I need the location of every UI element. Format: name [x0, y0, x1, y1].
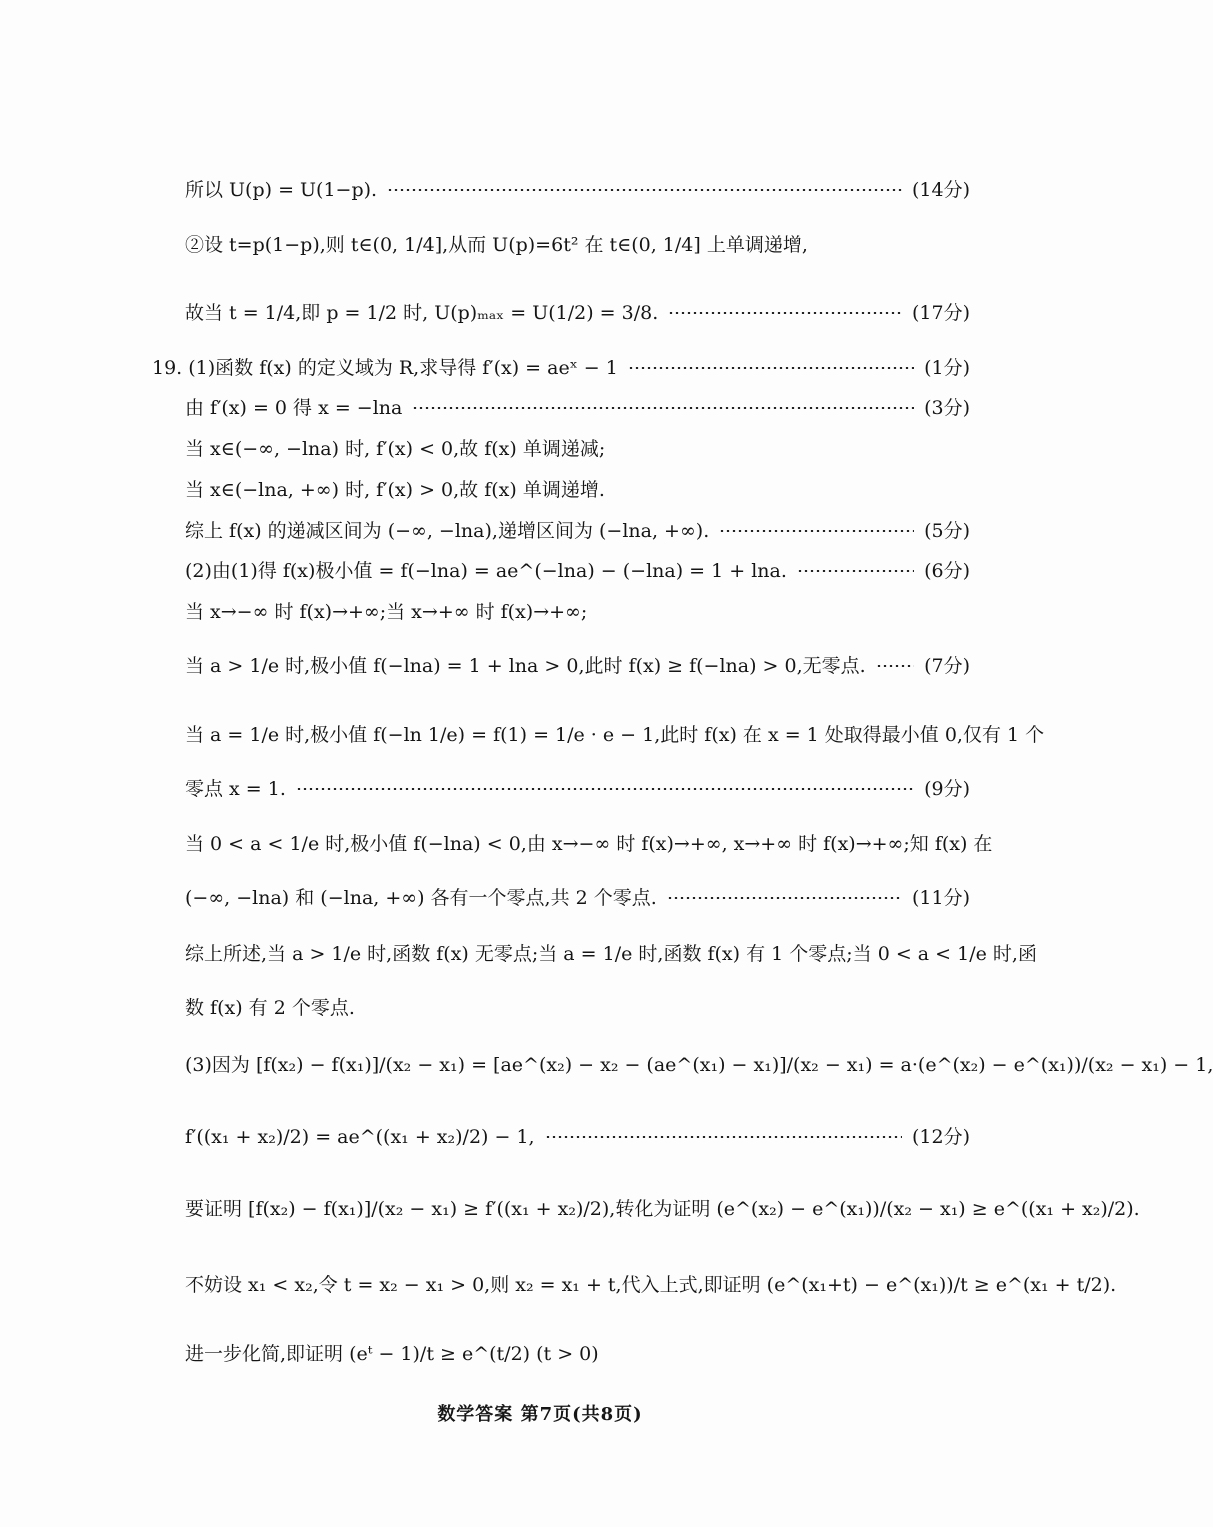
- line-text: 数 f(x) 有 2 个零点.: [185, 997, 355, 1019]
- leader-dots: [387, 189, 902, 191]
- line-14: [185, 831, 993, 857]
- leader-dots: [667, 897, 902, 899]
- leader-dots: [719, 530, 914, 532]
- line-10: [185, 599, 970, 625]
- leader-dots: [628, 367, 914, 369]
- line-text: 所以 U(p) = U(1−p).: [185, 179, 378, 201]
- line-11: [185, 653, 970, 679]
- score: (5分): [924, 520, 970, 542]
- line-text: 当 x∈(−lna, +∞) 时, f′(x) > 0,故 f(x) 单调递增.: [185, 479, 605, 501]
- line-1: [185, 177, 970, 203]
- line-text: f′((x₁ + x₂)/2) = ae^((x₁ + x₂)/2) − 1,: [185, 1126, 535, 1148]
- line-16: [185, 941, 1037, 967]
- line-15: [185, 885, 970, 911]
- line-text: 当 x∈(−∞, −lna) 时, f′(x) < 0,故 f(x) 单调递减;: [185, 438, 606, 460]
- score: (12分): [911, 1126, 970, 1148]
- line-text: 当 a = 1/e 时,极小值 f(−ln 1/e) = f(1) = 1/e · e − 1,此时 f(x) 在 x = 1 处取得最小值 0,仅有 1 个: [185, 724, 1045, 746]
- line-3: [185, 300, 970, 326]
- line-13: [185, 776, 970, 802]
- line-text: (2)由(1)得 f(x)极小值 = f(−lna) = ae^(−lna) − (−lna) = 1 + lna.: [185, 560, 787, 582]
- leader-dots: [876, 665, 914, 667]
- line-text: (−∞, −lna) 和 (−lna, +∞) 各有一个零点,共 2 个零点.: [185, 887, 657, 909]
- leader-dots: [412, 407, 914, 409]
- line-text: 故当 t = 1/4,即 p = 1/2 时, U(p)ₘₐₓ = U(1/2) = 3/8.: [185, 302, 659, 324]
- score: (9分): [924, 778, 970, 800]
- line-text: 由 f′(x) = 0 得 x = −lna: [185, 397, 403, 419]
- line-text: 零点 x = 1.: [185, 778, 286, 800]
- leader-dots: [296, 788, 914, 790]
- score: (14分): [911, 179, 970, 201]
- score: (3分): [924, 397, 970, 419]
- line-5: [185, 395, 970, 421]
- line-21: [185, 1272, 1117, 1298]
- score: (7分): [924, 655, 970, 677]
- score: (11分): [911, 887, 970, 909]
- line-text: 当 0 < a < 1/e 时,极小值 f(−lna) < 0,由 x→−∞ 时 f(x)→+∞, x→+∞ 时 f(x)→+∞;知 f(x) 在: [185, 833, 993, 855]
- line-text: ②设 t=p(1−p),则 t∈(0, 1/4],从而 U(p)=6t² 在 t∈(0, 1/4] 上单调递增,: [185, 234, 808, 256]
- line-text: 要证明 [f(x₂) − f(x₁)]/(x₂ − x₁) ≥ f′((x₁ + x₂)/2),转化为证明 (e^(x₂) − e^(x₁))/(x₂ − x₁) ≥ e^((x₁ + x₂)/2).: [185, 1198, 1140, 1220]
- line-22: [185, 1341, 970, 1367]
- leader-dots: [797, 570, 914, 572]
- line-text: 当 x→−∞ 时 f(x)→+∞;当 x→+∞ 时 f(x)→+∞;: [185, 601, 588, 623]
- line-19: [185, 1124, 970, 1150]
- leader-dots: [668, 312, 902, 314]
- line-12: [185, 722, 1045, 748]
- line-text: 综上所述,当 a > 1/e 时,函数 f(x) 无零点;当 a = 1/e 时,函数 f(x) 有 1 个零点;当 0 < a < 1/e 时,函: [185, 943, 1037, 965]
- line-6: [185, 436, 970, 462]
- line-18: [185, 1052, 1213, 1078]
- line-text: 当 a > 1/e 时,极小值 f(−lna) = 1 + lna > 0,此时 f(x) ≥ f(−lna) > 0,无零点.: [185, 655, 866, 677]
- score: (17分): [911, 302, 970, 324]
- line-20: [185, 1196, 1140, 1222]
- line-8: [185, 518, 970, 544]
- line-9: [185, 558, 970, 584]
- line-text: 19. (1)函数 f(x) 的定义域为 R,求导得 f′(x) = aeˣ − 1: [152, 357, 618, 379]
- line-text: 不妨设 x₁ < x₂,令 t = x₂ − x₁ > 0,则 x₂ = x₁ + t,代入上式,即证明 (e^(x₁+t) − e^(x₁))/t ≥ e^(x₁ + t/2).: [185, 1274, 1117, 1296]
- page-footer: 数学答案 第7页(共8页): [437, 1404, 643, 1425]
- score: (6分): [924, 560, 970, 582]
- line-text: 进一步化简,即证明 (eᵗ − 1)/t ≥ e^(t/2) (t > 0): [185, 1343, 599, 1365]
- line-text: (3)因为 [f(x₂) − f(x₁)]/(x₂ − x₁) = [ae^(x₂) − x₂ − (ae^(x₁) − x₁)]/(x₂ − x₁) = a·(e^(x₂) − e^(x₁))/(x₂ − x₁) − 1,: [185, 1054, 1213, 1076]
- line-4: [152, 355, 970, 381]
- leader-dots: [545, 1136, 902, 1138]
- line-7: [185, 477, 970, 503]
- score: (1分): [924, 357, 970, 379]
- line-2: [185, 232, 970, 258]
- line-text: 综上 f(x) 的递减区间为 (−∞, −lna),递增区间为 (−lna, +∞).: [185, 520, 710, 542]
- line-17: [185, 995, 970, 1021]
